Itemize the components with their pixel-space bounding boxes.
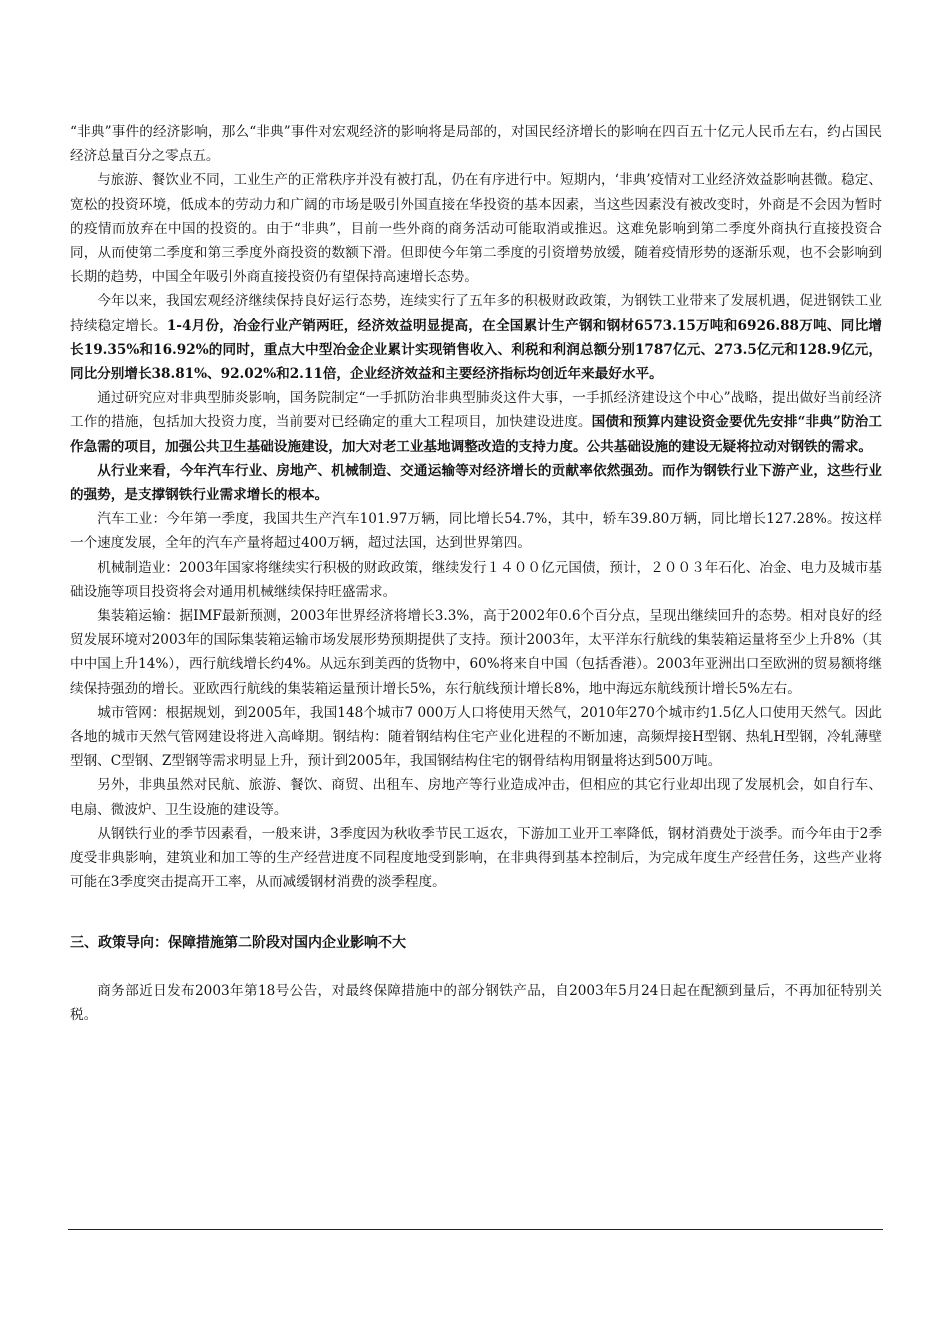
paragraph bbox=[70, 168, 882, 289]
text-run: 从钢铁行业的季节因素看，一般来讲，3季度因为秋收季节民工返农，下游加工业开工率降低，钢材消费处于淡季。而今年由于2季度受非典影响，建筑业和加工等的生产经营进度不同程度地受到影响，在非典得到基本控制后，为完成年度生产经营任务，这些产业将可能在3季度突击提高开工率，从而减缓钢材消费的淡季程度。 bbox=[70, 825, 882, 891]
paragraph bbox=[70, 386, 882, 459]
text-run: 机械制造业：2003年国家将继续实行积极的财政政策，继续发行１４００亿元国债，预计，２００３年石化、冶金、电力及城市基础设施等项目投资将会对通用机械继续保持旺盛需求。 bbox=[70, 559, 882, 600]
bold-text: 国债和预算内建设资金要优先安排“非典”防治工作急需的项目，加强公共卫生基础设施建设，加大对老工业基地调整改造的支持力度。公共基础设施的建设无疑将拉动对钢铁的需求。 bbox=[70, 414, 883, 455]
paragraph bbox=[70, 556, 882, 604]
text-run: 汽车工业：今年第一季度，我国共生产汽车101.97万辆，同比增长54.7%，其中，轿车39.80万辆，同比增长127.28%。按这样一个速度发展，全年的汽车产量将超过400万辆，超过法国，达到世界第四。 bbox=[70, 511, 882, 552]
paragraph bbox=[70, 701, 882, 774]
document-page bbox=[70, 120, 882, 1027]
text-run: 与旅游、餐饮业不同，工业生产的正常秩序并没有被打乱，仍在有序进行中。短期内，‘非典’疫情对工业经济效益影响甚微。稳定、宽松的投资环境，低成本的劳动力和广阔的市场是吸引外国直接在华投资的基本因素，当这些因素没有被改变时，外商是不会因为暂时的疫情而放弃在中国的投资的。由于“非典”，目前一些外商的商务活动可能取消或推迟。这难免影响到第二季度外商执行直接投资合同，从而使第二季度和第三季度外商投资的数额下滑。但即使今年第二季度的引资增势放缓，随着疫情形势的逐渐乐观，也不会影响到长期的趋势，中国全年吸引外商直接投资仍有望保持高速增长态势。 bbox=[70, 172, 882, 286]
text-run: 集装箱运输：据IMF最新预测，2003年世界经济将增长3.3%，高于2002年0.6个百分点，呈现出继续回升的态势。相对良好的经贸发展环境对2003年的国际集装箱运输市场发展形势预期提供了支持。预计2003年，太平洋东行航线的集装箱运量将至少上升8%（其中中国上升14%），西行航线增长约4%。从远东到美西的货物中，60%将来自中国（包括香港）。2003年亚洲出口至欧洲的贸易额将继续保持强劲的增长。亚欧西行航线的集装箱运量预计增长5%，东行航线预计增长8%，地中海远东航线预计增长5%左右。 bbox=[70, 608, 882, 697]
bold-text: 从行业来看，今年汽车行业、房地产、机械制造、交通运输等对经济增长的贡献率依然强劲。而作为钢铁行业下游产业，这些行业的强势，是支撑钢铁行业需求增长的根本。 bbox=[70, 462, 882, 504]
paragraph bbox=[70, 120, 882, 168]
paragraph bbox=[70, 507, 882, 555]
paragraph bbox=[70, 604, 882, 701]
paragraph bbox=[70, 459, 882, 507]
bold-text: 1-4月份，冶金行业产销两旺，经济效益明显提高，在全国累计生产钢和钢材6573.15万吨和6926.88万吨、同比增长19.35%和16.92%的同时，重点大中型冶金企业累计实现销售收入、利税和利润总额分别1787亿元、273.5亿元和128.9亿元，同比分别增长38.81%、92.02%和2.11倍，企业经济效益和主要经济指标均创近年来最好水平。 bbox=[70, 317, 883, 383]
body-text bbox=[70, 120, 882, 895]
section-paragraph: 商务部近日发布2003年第18号公告，对最终保障措施中的部分钢铁产品，自2003年5月24日起在配额到量后，不再加征特别关税。 bbox=[70, 982, 882, 1023]
section-heading: 三、政策导向：保障措施第二阶段对国内企业影响不大 bbox=[70, 934, 406, 951]
text-run: “非典”事件的经济影响，那么“非典”事件对宏观经济的影响将是局部的，对国民经济增长的影响在四百五十亿元人民币左右，约占国民经济总量百分之零点五。 bbox=[70, 124, 882, 165]
paragraph bbox=[70, 822, 882, 895]
paragraph bbox=[70, 289, 882, 386]
footer-rule bbox=[68, 1229, 883, 1230]
text-run: 今年以来，我国宏观经济继续保持良好运行态势，连续实行了五年多的积极财政政策，为钢铁工业带来了发展机遇，促进钢铁工业持续稳定增长。 bbox=[70, 293, 882, 334]
text-run: 城市管网：根据规划，到2005年，我国148个城市7 000万人口将使用天然气，2010年270个城市约1.5亿人口使用天然气。因此各地的城市天然气管网建设将进入高峰期。钢结构：随着钢结构住宅产业化进程的不断加速，高频焊接H型钢、热轧H型钢，冷轧薄壁型钢、C型钢、Z型钢等需求明显上升，预计到2005年，我国钢结构住宅的钢骨结构用钢量将达到500万吨。 bbox=[70, 704, 882, 770]
text-run: 另外，非典虽然对民航、旅游、餐饮、商贸、出租车、房地产等行业造成冲击，但相应的其它行业却出现了发展机会，如自行车、电扇、微波炉、卫生设施的建设等。 bbox=[70, 777, 882, 818]
text-run: 通过研究应对非典型肺炎影响，国务院制定“一手抓防治非典型肺炎这件大事，一手抓经济建设这个中心”战略，提出做好当前经济工作的措施，包括加大投资力度，当前要对已经确定的重大工程项目，加快建设进度。 bbox=[70, 390, 882, 431]
paragraph bbox=[70, 773, 882, 821]
